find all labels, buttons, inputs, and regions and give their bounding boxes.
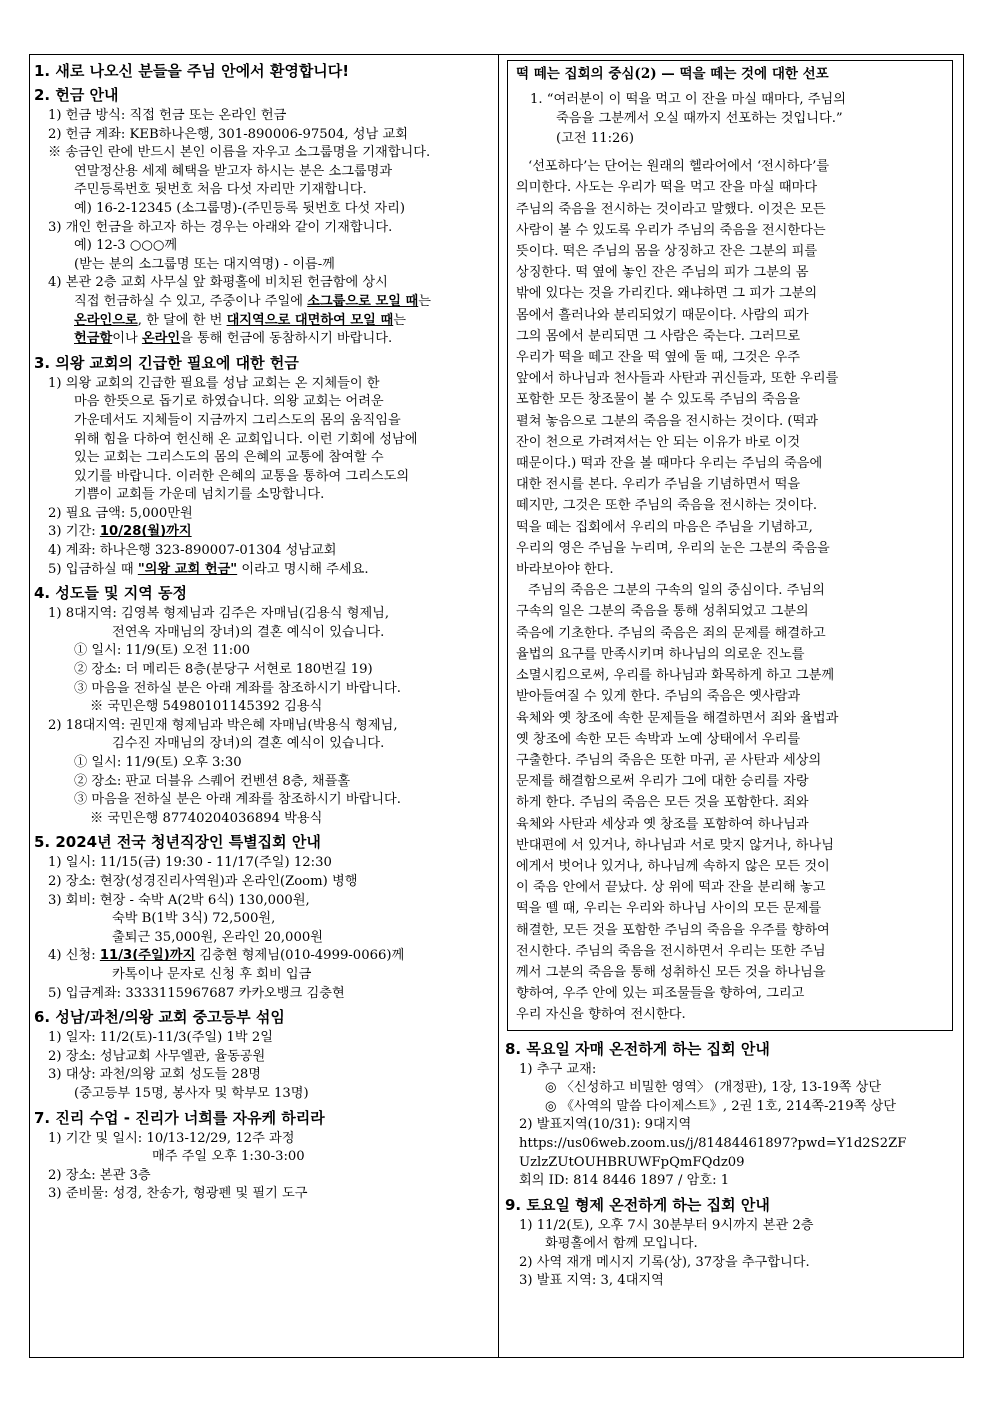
list-item: ① 일시: 11/9(토) 오후 3:30 [74,755,242,770]
section-title: 9. 토요일 형제 온전하게 하는 집회 안내 [505,1195,770,1214]
box-title: 떡 떼는 집회의 중심(2) — 떡을 떼는 것에 대한 선포 [516,66,829,82]
section-sisters-meeting [505,1039,955,1191]
text: 3) 기간: [48,524,100,540]
highlight-text: 헌금함 [74,331,113,347]
list-item: 출퇴근 35,000원, 온라인 20,000원 [112,929,323,945]
section-title: 1. 새로 나오신 분들을 주님 안에서 환영합니다! [34,62,350,80]
paragraph-line: 께서 그분의 죽음을 통해 성취하신 모든 것을 하나님을 [516,964,826,980]
list-item: 1) 추구 교재: [519,1061,597,1077]
spacer [516,148,944,156]
list-item [34,561,492,580]
zoom-link[interactable]: https://us06web.zoom.us/j/81484461897?pwd=Y1d2S2ZF [519,1135,907,1151]
section-welcome [34,61,492,81]
section-saints-news [34,583,492,828]
list-item: 3) 준비물: 성경, 찬송가, 형광펜 및 필기 도구 [48,1186,308,1202]
section-offering [34,85,492,349]
paragraph-line: 잔이 천으로 가려져서는 안 되는 이유가 바로 이것 [516,434,801,450]
list-item: 4) 계좌: 하나은행 323-890007-01304 성남교회 [48,543,337,559]
text: 는 [418,293,432,309]
highlight-text: 대지역으로 대면하여 모일 때 [226,312,394,328]
paragraph-line: 구출한다. 주님의 죽음은 또한 마귀, 곧 사탄과 세상의 [516,752,822,768]
zoom-link[interactable]: UzlzZUtOUHBRUWFpQmFQdz09 [519,1154,745,1170]
list-item: 숙박 B(1박 3식) 72,500원, [112,911,276,927]
paragraph-line: 앞에서 하나님과 천사들과 사탄과 귀신들과, 또한 우리를 [516,371,839,387]
list-item: 2) 발표지역(10/31): 9대지역 [519,1117,692,1133]
paragraph-line: 죽음에 기초한다. 주님의 죽음은 죄의 문제를 해결하고 [516,625,826,641]
list-item: 3) 회비: 현장 - 숙박 A(2박 6식) 130,000원, [48,892,310,908]
text: 4) 신청: [48,948,100,964]
section-truth-class [34,1108,492,1204]
paragraph-line: 주님의 죽음을 전시하는 것이라고 말했다. 이것은 모든 [516,201,826,217]
list-item: 연말정산용 세제 혜택을 받고자 하시는 분은 소그룹명과 [74,163,393,179]
paragraph-line: 향하여, 우주 안에 있는 피조물들을 향하여, 그리고 [516,986,805,1002]
paragraph-line: 우리 자신을 향하여 전시한다. [516,1007,686,1023]
list-item: 2) 사역 재개 메시지 기록(상), 37장을 추구합니다. [519,1254,810,1270]
text: , 한 달에 한 번 [137,312,227,328]
section-brothers-meeting [505,1195,955,1291]
list-item: 있기를 바랍니다. 이러한 은혜의 교통을 통하여 그리스도의 [74,468,410,484]
paragraph-line: 떼지만, 그것은 또한 주님의 죽음을 전시하는 것이다. [516,498,818,514]
paragraph-line: 때문이다.) 떡과 잔을 볼 때마다 우리는 주님의 죽음에 [516,456,823,472]
highlight-text: "의왕 교회 헌금" [137,561,238,577]
section-title: 6. 성남/과천/의왕 교회 중고등부 섞임 [34,1008,285,1027]
paragraph-line: 우리의 영은 주님을 누리며, 우리의 눈은 그분의 죽음을 [516,540,830,556]
paragraph-line: 육체와 사탄과 세상과 옛 창조를 포함하여 하나님과 [516,816,809,832]
list-item: 2) 필요 금액: 5,000만원 [48,505,193,521]
paragraph-line: 포함한 모든 창조물이 볼 수 있도록 주님의 죽음을 [516,392,801,408]
paragraph-line: 떡을 떼는 집회에서 우리의 마음은 주님을 기념하고, [516,519,813,535]
verse-line: (고전 11:26) [556,130,634,146]
list-item: ③ 마음을 전하실 분은 아래 계좌를 참조하시기 바랍니다. [74,792,401,808]
paragraph-line: 해결한, 모든 것을 포함한 주님의 죽음을 우주를 향하여 [516,922,830,938]
section-title: 8. 목요일 자매 온전하게 하는 집회 안내 [505,1039,770,1058]
list-item: 김수진 자매님의 장녀)의 결혼 예식이 있습니다. [112,736,385,752]
list-item: 있는 교회는 그리스도의 몸의 은혜의 교통에 참여할 수 [74,450,384,466]
list-item: 2) 장소: 성남교회 사무엘관, 율동공원 [48,1048,266,1064]
right-column [505,58,955,1295]
list-item: ※ 국민은행 54980101145392 김용식 [90,699,323,715]
text: 5) 입금하실 때 [48,561,138,577]
list-item: 예) 16-2-12345 (소그룹명)-(주민등록 뒷번호 다섯 자리) [74,200,405,216]
list-item: 매주 주일 오후 1:30-3:00 [152,1149,305,1165]
paragraph-line: 대한 전시를 본다. 우리가 주님을 기념하면서 떡을 [516,477,801,493]
paragraph-line: 우리가 떡을 떼고 잔을 떡 옆에 둘 때, 그것은 우주 [516,350,800,366]
paragraph-line: 반대편에 서 있거나, 하나님과 서로 맞지 않거나, 하나님 [516,837,834,853]
list-item [34,947,492,966]
paragraph-line: 상징한다. 떡 옆에 놓인 잔은 주님의 피가 그분의 몸 [516,265,809,281]
text: 이나 [112,331,142,347]
list-item: ※ 송금인 란에 반드시 본인 이름을 자우고 소그룹명을 기재합니다. [48,145,431,161]
paragraph-line: ‘선포하다’는 단어는 원래의 헬라어에서 ‘전시하다’를 [528,159,830,175]
paragraph-line: 주님의 죽음은 그분의 구속의 일의 중심이다. 주님의 [528,583,825,599]
text: 이라고 명시해 주세요. [237,561,369,577]
paragraph-line: 육체와 옛 창조에 속한 문제들을 해결하면서 죄와 율법과 [516,710,839,726]
list-item: ① 일시: 11/9(토) 오전 11:00 [74,643,251,659]
paragraph-line: 떡을 뗄 때, 우리는 우리와 하나님 사이의 모든 문제를 [516,901,822,917]
message-box [507,60,953,1031]
list-item: ② 장소: 판교 더블유 스퀘어 컨벤션 8층, 채플홀 [74,773,351,789]
list-item: 2) 장소: 현장(성경진리사역원)과 온라인(Zoom) 병행 [48,873,358,889]
text: 직접 헌금하실 수 있고, 주중이나 주일에 [74,293,308,309]
list-item: 3) 대상: 과천/의왕 교회 성도들 28명 [48,1067,262,1083]
list-item: 회의 ID: 814 8446 1897 / 암호: 1 [519,1173,730,1189]
text: 을 통해 헌금에 동참하시기 바랍니다. [180,331,393,347]
section-youth-conference [34,832,492,1003]
list-item: 화평홀에서 함께 모입니다. [545,1236,698,1252]
list-item: 1) 일시: 11/15(금) 19:30 - 11/17(주일) 12:30 [48,855,332,871]
section-title: 4. 성도들 및 지역 동정 [34,584,187,603]
paragraph-line: 소멸시킴으로써, 우리를 하나님과 화목하게 하고 그분께 [516,668,835,684]
paragraph-line: 전시한다. 주님의 죽음을 전시하면서 우리는 또한 주님 [516,943,826,959]
list-item: 1) 의왕 교회의 긴급한 필요를 성남 교회는 온 지체들이 한 [48,375,380,391]
highlight-text: 11/3(주일)까지 [99,948,196,964]
paragraph-line: 구속의 일은 그분의 죽음을 통해 성취되었고 그분의 [516,604,809,620]
list-item: 2) 장소: 본관 3층 [48,1167,151,1183]
list-item: 예) 12-3 ○○○께 [74,238,178,254]
paragraph-line: 문제를 해결함으로써 우리가 그에 대한 승리를 자랑 [516,774,809,790]
verse-line: 죽음을 그분께서 오실 때까지 선포하는 것입니다.” [556,111,843,127]
paragraph-line: 받아들여질 수 있게 한다. 주님의 죽음은 옛사람과 [516,689,801,705]
list-item: ※ 국민은행 87740204036894 박용식 [90,810,323,826]
section-title: 5. 2024년 전국 청년직장인 특별집회 안내 [34,833,321,852]
paragraph-line: 옛 창조에 속한 모든 속박과 노예 상태에서 우리를 [516,731,801,747]
paragraph-line: 몸에서 흘러나와 분리되었기 때문이다. 사람의 피가 [516,307,809,323]
list-item: ◎ 〈신성하고 비밀한 영역〉 (개정판), 1장, 13-19쪽 상단 [545,1080,882,1096]
list-item: 2) 헌금 계좌: KEB하나은행, 301-890006-97504, 성남 교회 [48,126,408,142]
list-item: 2) 18대지역: 권민재 형제님과 박은혜 자매님(박용식 형제님, [48,717,398,733]
list-item: ◎ 《사역의 말씀 다이제스트》, 2권 1호, 214쪽-219쪽 상단 [545,1098,897,1114]
list-item: ③ 마음을 전하실 분은 아래 계좌를 참조하시기 바랍니다. [74,680,401,696]
list-item: 기쁨이 교회들 가운데 넘치기를 소망합니다. [74,487,325,503]
paragraph-line: 펼쳐 놓음으로 그분의 죽음을 전시하는 것이다. (떡과 [516,413,819,429]
list-item: 1) 8대지역: 김영복 형제님과 김주은 자매님(김용식 형제님, [48,606,390,622]
list-item: ② 장소: 더 메리든 8층(분당구 서현로 180번길 19) [74,662,373,678]
text: 김충현 형제님(010-4999-0066)께 [195,948,405,964]
left-column [34,58,492,1208]
section-youth-mingling [34,1007,492,1103]
list-item: 1) 11/2(토), 오후 7시 30분부터 9시까지 본관 2층 [519,1217,814,1233]
list-item: 전연옥 자매님의 장녀)의 결혼 예식이 있습니다. [112,624,385,640]
highlight-text: 온라인 [141,331,181,347]
list-item [34,330,492,349]
highlight-text: 10/28(월)까지 [99,524,192,540]
list-item: 위해 힘을 다하여 헌신해 온 교회입니다. 이런 기회에 성남에 [74,431,418,447]
list-item: 3) 개인 헌금을 하고자 하는 경우는 아래와 같이 기재합니다. [48,219,393,235]
paragraph-line: 사람이 볼 수 있도록 우리가 주님의 죽음을 전시한다는 [516,222,826,238]
section-title: 7. 진리 수업 - 진리가 너희를 자유케 하리라 [34,1108,325,1127]
list-item: 1) 기간 및 일시: 10/13-12/29, 12주 과정 [48,1130,295,1146]
list-item: 1) 헌금 방식: 직접 헌금 또는 온라인 헌금 [48,108,287,123]
list-item [34,293,492,312]
list-item: 4) 본관 2층 교회 사무실 앞 화평홀에 비치된 헌금함에 상시 [48,275,388,291]
section-title: 3. 의왕 교회의 긴급한 필요에 대한 헌금 [34,353,299,372]
list-item: 주민등록번호 뒷번호 처음 다섯 자리만 기재합니다. [74,182,367,198]
verse-line: 1. “여러분이 이 떡을 먹고 이 잔을 마실 때마다, 주님의 [530,92,847,107]
list-item: (받는 분의 소그룹명 또는 대지역명) - 이름-께 [74,256,335,272]
list-item: 1) 일자: 11/2(토)-11/3(주일) 1박 2일 [48,1030,273,1046]
list-item: 가운데서도 지체들이 지금까지 그리스도의 몸의 움직임을 [74,412,401,428]
paragraph-line: 뜻이다. 떡은 주님의 몸을 상징하고 잔은 그분의 피를 [516,244,818,260]
list-item: 3) 발표 지역: 3, 4대지역 [519,1273,664,1289]
paragraph-line: 이 죽음 안에서 끝났다. 상 위에 떡과 잔을 분리해 놓고 [516,880,826,896]
paragraph-line: 밖에 있다는 것을 가리킨다. 왜냐하면 그 피가 그분의 [516,286,818,302]
list-item: 마음 한뜻으로 돕기로 하였습니다. 의왕 교회는 어려운 [74,394,384,410]
list-item [34,312,492,331]
list-item: (중고등부 15명, 봉사자 및 학부모 13명) [74,1085,309,1101]
paragraph-line: 율법의 요구를 만족시키며 하나님의 의로운 진노를 [516,646,805,662]
section-title: 2. 헌금 안내 [34,86,119,104]
list-item: 카톡이나 문자로 신청 후 회비 입금 [112,966,312,982]
text: 는 [393,312,406,328]
highlight-text: 소그룹으로 모일 때 [307,293,419,309]
section-uiwang-offering [34,353,492,580]
paragraph-line: 바라보아야 한다. [516,562,614,578]
paragraph-line: 그의 몸에서 분리되면 그 사람은 죽는다. 그러므로 [516,328,801,344]
column-divider [498,54,499,1358]
list-item [34,523,492,542]
list-item: 5) 입금계좌: 3333115967687 카카오뱅크 김충현 [48,985,345,1001]
paragraph-line: 의미한다. 사도는 우리가 떡을 먹고 잔을 마실 때마다 [516,180,818,196]
paragraph-line: 하게 한다. 주님의 죽음은 모든 것을 포함한다. 죄와 [516,795,809,811]
highlight-text: 온라인으로 [74,312,138,328]
paragraph-line: 에게서 벗어나 있거나, 하나님께 속하지 않은 모든 것이 [516,858,830,874]
